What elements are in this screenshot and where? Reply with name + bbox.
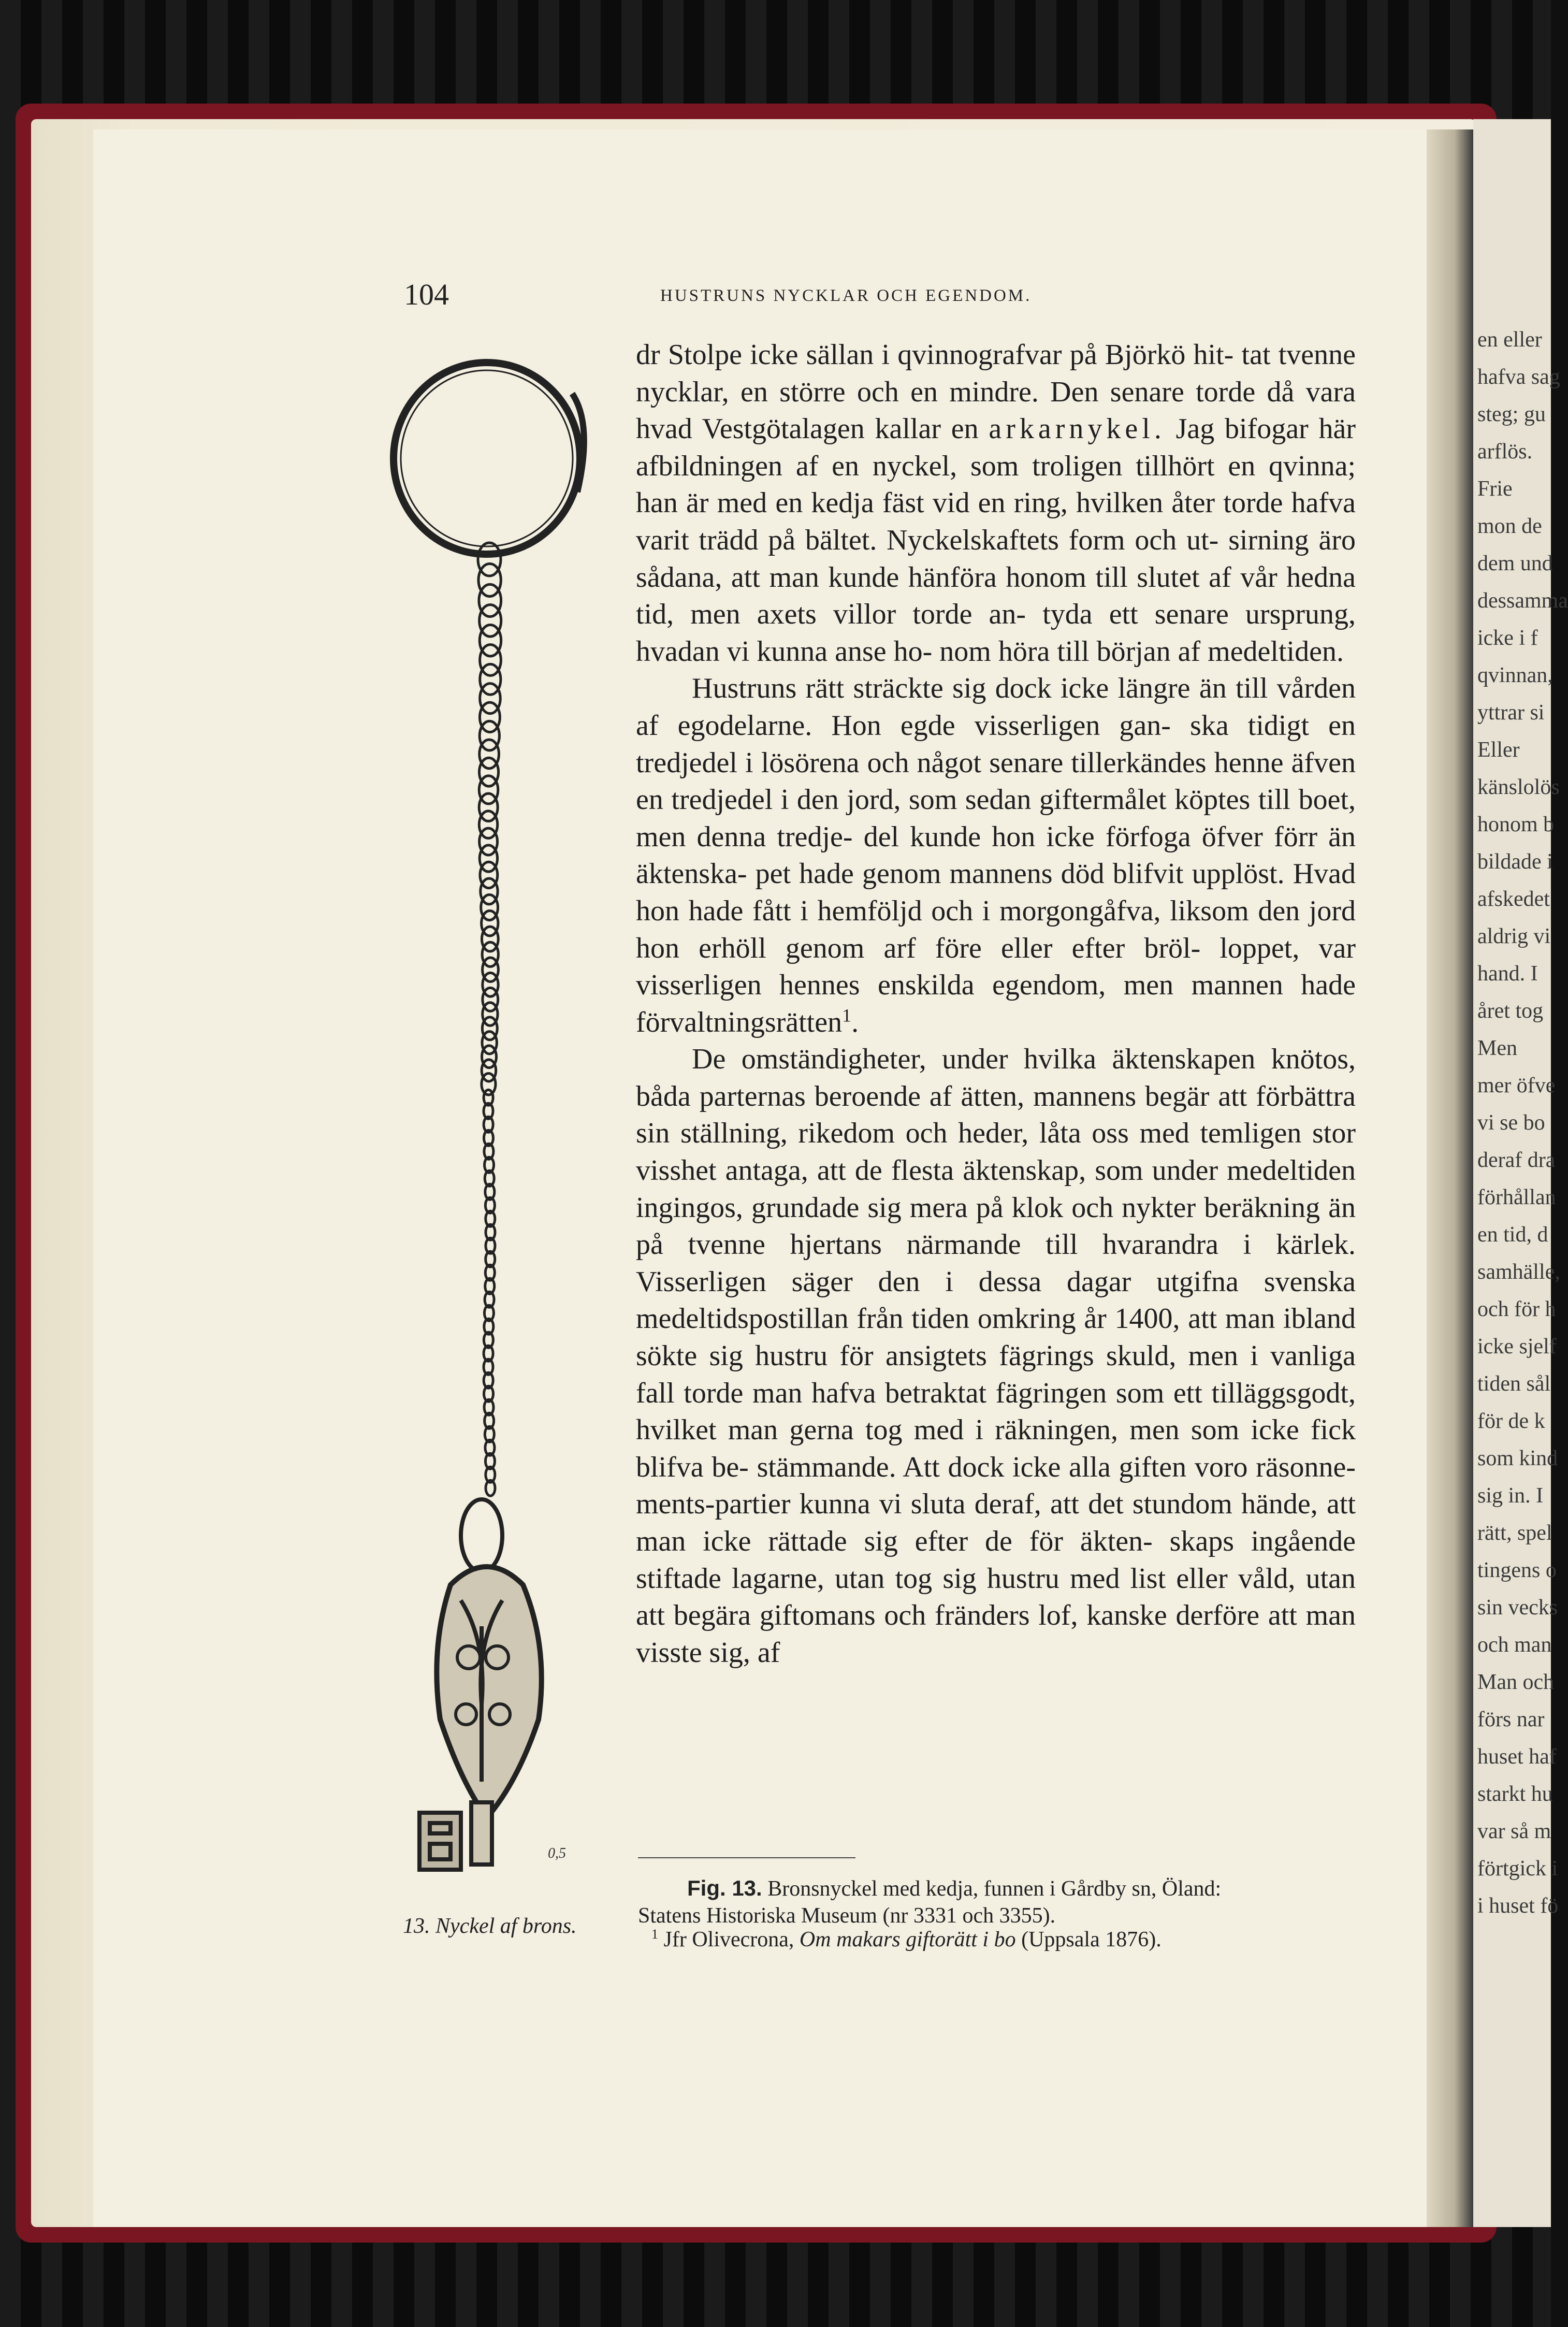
page-number: 104 bbox=[404, 278, 449, 311]
facing-page-fragment: som kind bbox=[1477, 1447, 1558, 1470]
facing-page-fragment: yttrar si bbox=[1477, 701, 1545, 725]
facing-page-fragment: deraf dra bbox=[1477, 1148, 1556, 1172]
p2-line-9: den jord hon erhöll genom arf före eller efter bröl- bbox=[636, 894, 1356, 964]
facing-page-fragment: Man och bbox=[1477, 1670, 1555, 1694]
p2-line-3: ska tidigt en tredjedel i lösörena och något senare bbox=[636, 709, 1356, 779]
p3-line-14: stämmande. Att dock icke alla giften voro räsonne- bbox=[757, 1451, 1356, 1483]
facing-page-fragment: och man bbox=[1477, 1633, 1552, 1657]
facing-page-fragment: tiden sål bbox=[1477, 1372, 1551, 1396]
facing-page-fragment: var så m bbox=[1477, 1819, 1551, 1843]
facing-page-fragment: sin vecks bbox=[1477, 1596, 1558, 1620]
facing-page-fragment: hand. I bbox=[1477, 962, 1538, 986]
paragraph-2 bbox=[636, 670, 1356, 1041]
facing-page-fragment: bildade i bbox=[1477, 850, 1553, 874]
scale-mark: 0,5 bbox=[548, 1845, 566, 1861]
paragraph-3 bbox=[636, 1041, 1356, 1671]
facing-page-fragment: tingens o bbox=[1477, 1558, 1557, 1582]
facing-page-fragment: qvinnan, bbox=[1477, 663, 1553, 687]
key-shaft bbox=[471, 1802, 492, 1865]
key-bit bbox=[419, 1813, 461, 1870]
p1-line-9: till slutet af vår hedna tid, men axets villor torde an- bbox=[636, 561, 1356, 631]
p1-line-10: tyda ett senare ursprung, hvadan vi kunna anse ho- bbox=[636, 598, 1356, 668]
facing-page-fragment: icke sjelf bbox=[1477, 1335, 1557, 1358]
p3-line-5: flesta äktenskap, som under medeltiden ingingos, bbox=[636, 1154, 1356, 1224]
p2-line-11: mannen hade förvaltningsrätten bbox=[636, 969, 1356, 1038]
facing-page bbox=[1473, 119, 1568, 2227]
footnote-text-before: Jfr Olivecrona, bbox=[663, 1928, 794, 1952]
facing-page-fragment: aldrig vi bbox=[1477, 924, 1551, 948]
facing-page-fragment: en tid, d bbox=[1477, 1223, 1548, 1247]
facing-page-fragment: året tog bbox=[1477, 999, 1544, 1023]
p1-line-3: senare torde då vara hvad Vestgötalagen kallar en bbox=[636, 375, 1356, 445]
side-caption: 13. Nyckel af brons. bbox=[403, 1914, 577, 1938]
facing-page-fragment: förhållan bbox=[1477, 1186, 1556, 1209]
facing-page-fragment: hafva sag bbox=[1477, 365, 1560, 389]
facing-page-fragment: en eller bbox=[1477, 328, 1542, 352]
facing-page-fragment: huset haf bbox=[1477, 1745, 1557, 1769]
spaced-term: arkarnykel. bbox=[989, 413, 1166, 445]
p2-line-2: till vården af egodelarne. Hon egde visserligen gan- bbox=[636, 672, 1356, 742]
facing-page-fragment: och för h bbox=[1477, 1297, 1556, 1321]
p1-line-8: sirning äro sådana, att man kunde hänföra honom bbox=[636, 524, 1356, 594]
facing-page-fragment: känslolös bbox=[1477, 775, 1560, 799]
footnote-title: Om makars giftorätt i bo bbox=[799, 1928, 1016, 1952]
p3-line-8: Visserligen säger den i dessa dagar utgifna svenska bbox=[636, 1265, 1356, 1298]
facing-page-fragment: förs nar bbox=[1477, 1708, 1545, 1731]
footnote-text-after: (Uppsala 1876). bbox=[1021, 1928, 1162, 1952]
p1-line-2: tat tvenne nycklar, en större och en mindre. Den bbox=[636, 339, 1356, 408]
p3-line-10: man ibland sökte sig hustru för ansigtets fägrings bbox=[636, 1303, 1356, 1372]
small-ring bbox=[461, 1499, 502, 1572]
footnote bbox=[651, 1927, 1162, 1952]
facing-page-fragment: starkt hu bbox=[1477, 1782, 1553, 1806]
facing-page-fragment: Frie bbox=[1477, 477, 1513, 501]
paragraph-1 bbox=[636, 337, 1356, 670]
p3-line-12: fägringen som ett tilläggsgodt, hvilket man gerna bbox=[636, 1377, 1356, 1447]
p3-line-9: medeltidspostillan från tiden omkring år 1400, att bbox=[636, 1303, 1217, 1335]
p3-line-7: på tvenne hjertans närmande till hvarandra i kärlek. bbox=[636, 1228, 1356, 1261]
p3-line-6: grundade sig mera på klok och nykter beräkning än bbox=[751, 1191, 1356, 1224]
ring bbox=[394, 363, 580, 554]
facing-page-fragment: honom b bbox=[1477, 813, 1555, 836]
footnote-rule bbox=[638, 1857, 855, 1858]
p3-line-4: låta oss med temligen stor visshet antaga, att de bbox=[636, 1117, 1356, 1187]
book-gutter bbox=[1427, 129, 1473, 2227]
p2-line-6: del kunde hon icke förfoga öfver förr än äktenska- bbox=[636, 820, 1356, 890]
facing-page-fragment: vi se bo bbox=[1477, 1111, 1545, 1135]
caption-line-1: Bronsnyckel med kedja, funnen i Gårdby sn, Öland: bbox=[767, 1877, 1222, 1901]
footnote-reference: 1 bbox=[842, 1005, 852, 1026]
p1-line-1: dr Stolpe icke sällan i qvinnografvar på Björkö hit- bbox=[636, 339, 1234, 371]
key-illustration bbox=[373, 342, 606, 1870]
p3-line-13: tog med i räkningen, men som icke fick blifva be- bbox=[636, 1414, 1356, 1483]
p2-line-4: tillerkändes henne äfven en tredjedel i den jord, som bbox=[636, 746, 1356, 816]
running-head: HUSTRUNS NYCKLAR OCH EGENDOM. bbox=[660, 286, 1032, 305]
figure-label: Fig. 13. bbox=[687, 1876, 762, 1900]
facing-page-fragment: sig in. I bbox=[1477, 1484, 1544, 1508]
p1-line-7: varit trädd på bältet. Nyckelskaftets form och ut- bbox=[636, 524, 1219, 556]
p2-line-10: loppet, var visserligen hennes enskilda egendom, men bbox=[636, 932, 1356, 1002]
facing-page-fragment: steg; gu bbox=[1477, 402, 1546, 426]
chain bbox=[478, 543, 501, 1496]
facing-page-fragment: rätt, spel bbox=[1477, 1521, 1552, 1545]
key-bow bbox=[437, 1567, 541, 1818]
p2-end: . bbox=[851, 1006, 859, 1038]
p3-line-17: skaps ingående stiftade lagarne, utan tog sig hustru bbox=[636, 1525, 1356, 1595]
facing-page-fragment: samhälle, bbox=[1477, 1260, 1560, 1284]
p1-line-6: en kedja fäst vid en ring, hvilken åter torde hafva bbox=[775, 487, 1356, 519]
footnote-marker: 1 bbox=[651, 1927, 658, 1942]
facing-page-fragment: Men bbox=[1477, 1036, 1517, 1060]
p3-line-16: hände, att man icke rättade sig efter de för äkten- bbox=[636, 1488, 1356, 1557]
p3-line-18: med list eller våld, utan att begära giftomans och bbox=[636, 1562, 1356, 1632]
facing-page-fragment: dessamma bbox=[1477, 589, 1568, 613]
p2-line-1: Hustruns rätt sträckte sig dock icke längre än bbox=[692, 672, 1227, 705]
facing-page-fragment: i huset fö bbox=[1477, 1894, 1559, 1918]
p3-line-15: ments-partier kunna vi sluta deraf, att det stundom bbox=[636, 1488, 1232, 1521]
facing-page-fragment: förtgick i bbox=[1477, 1857, 1558, 1881]
figure-caption bbox=[638, 1875, 1363, 1929]
facing-page-fragment: för de k bbox=[1477, 1409, 1545, 1433]
p1-line-5: nyckel, som troligen tillhört en qvinna; han är med bbox=[636, 450, 1356, 519]
facing-page-fragment: mon de bbox=[1477, 514, 1542, 538]
facing-page-fragment: afskedet bbox=[1477, 887, 1550, 911]
facing-page-fragment: icke i f bbox=[1477, 626, 1538, 650]
facing-page-fragment: arflös. bbox=[1477, 440, 1533, 464]
caption-line-2: Statens Historiska Museum (nr 3331 och 3355). bbox=[638, 1904, 1056, 1928]
p3-line-2: knötos, båda parternas beroende af ätten, mannens bbox=[636, 1043, 1356, 1112]
body-text bbox=[636, 337, 1356, 1671]
facing-page-fragment: dem und bbox=[1477, 552, 1553, 575]
p3-line-1: De omständigheter, under hvilka äktenskapen bbox=[692, 1043, 1256, 1076]
p3-line-19: fränders lof, kanske derföre att man visste sig, af bbox=[636, 1599, 1356, 1669]
p2-line-7: pet hade genom mannens död blifvit upplöst. Hvad bbox=[755, 858, 1356, 890]
p2-line-8: hon hade fått i hemföljd och i morgongåfva, liksom bbox=[636, 894, 1249, 927]
p1-line-4: Jag bifogar här afbildningen af en bbox=[636, 413, 1356, 482]
p3-line-11: skuld, men i vanliga fall torde man hafva betraktat bbox=[636, 1340, 1356, 1409]
p1-line-11: nom höra till början af medeltiden. bbox=[939, 635, 1344, 668]
facing-page-fragment: Eller bbox=[1477, 738, 1520, 762]
chain-link bbox=[482, 1073, 496, 1094]
facing-page-fragment: mer öfve bbox=[1477, 1074, 1556, 1097]
p2-line-5: sedan giftermålet köptes till boet, men denna tredje- bbox=[636, 784, 1356, 853]
p3-line-3: begär att förbättra sin ställning, rikedom och heder, bbox=[636, 1080, 1356, 1150]
